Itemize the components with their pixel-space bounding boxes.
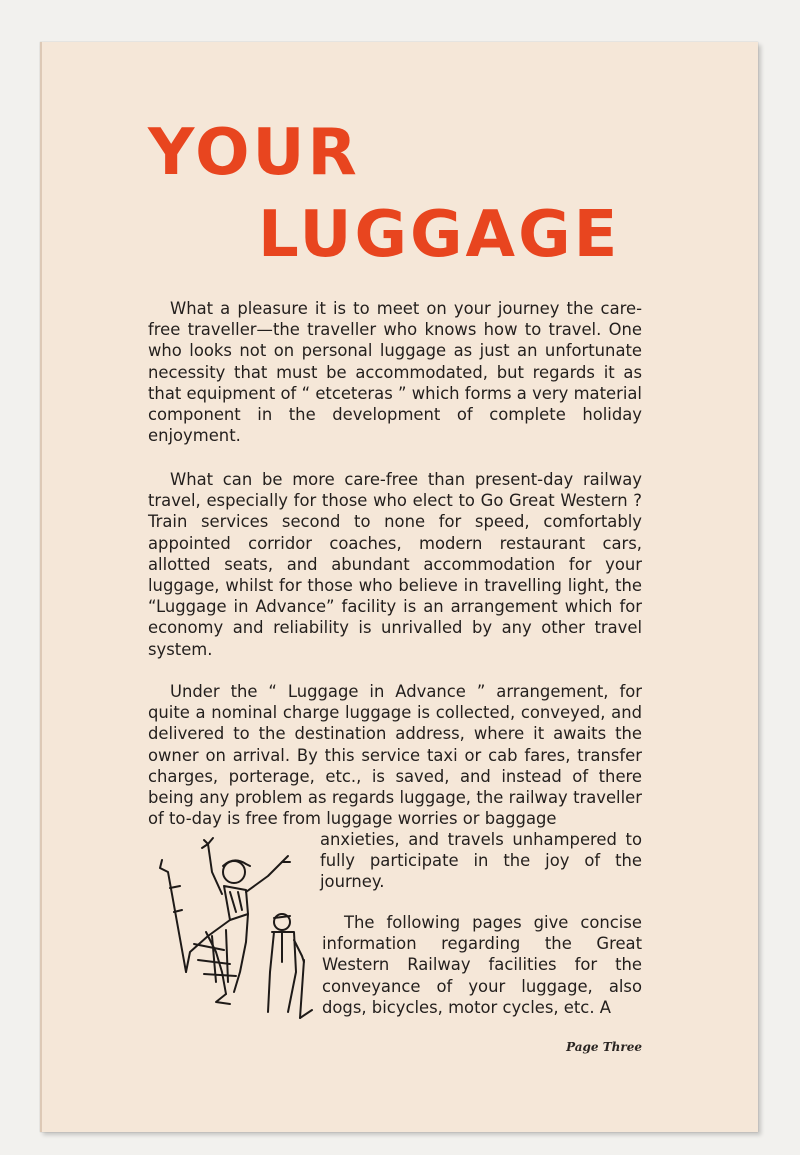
page-binding-edge — [40, 42, 42, 1132]
title-line-luggage: LUGGAGE — [258, 198, 621, 272]
paragraph-luggage-in-advance-continued: anxieties, and travels unhampered to fully participate in the joy of the journey. — [320, 830, 642, 892]
dancing-traveller-and-porter-icon — [150, 832, 320, 1022]
paragraph-railway-travel: What can be more care-free than present-day railway travel, especially for those who elect to Go Great Western ? Train services second to none for speed, comfortably appointed corridor coaches, modern restaurant cars, allotted seats, and abundant accommodation for your luggage, whilst for those who believe in travelling light, the “Luggage in Advance” facility is an arrangement which for economy and reliability is unrivalled by any other travel system. — [148, 470, 642, 659]
title-line-your: YOUR — [148, 116, 360, 190]
paragraph-luggage-in-advance: Under the “ Luggage in Advance ” arrangement, for quite a nominal charge luggage is collected, conveyed, and delivered to the destination address, where it awaits the owner on arrival. By this service taxi or cab fares, transfer charges, porterage, etc., is saved, and instead of there being any problem as regards luggage, the railway traveller of to-day is free from luggage worries or baggage — [148, 682, 642, 829]
paragraph-following-pages: The following pages give concise information regarding the Great Western Railway facilities for the conveyance of your luggage, also dogs, bicycles, motor cycles, etc. A — [322, 913, 642, 1017]
paragraph-intro: What a pleasure it is to meet on your journey the care-free traveller—the traveller who knows how to travel. One who looks not on personal luggage as just an unfortunate necessity that must be accommodated, but regards it as that equipment of “ etceteras ” which forms a very material component in the development of complete holiday enjoyment. — [148, 299, 642, 446]
page-number: Page Three — [566, 1040, 642, 1054]
